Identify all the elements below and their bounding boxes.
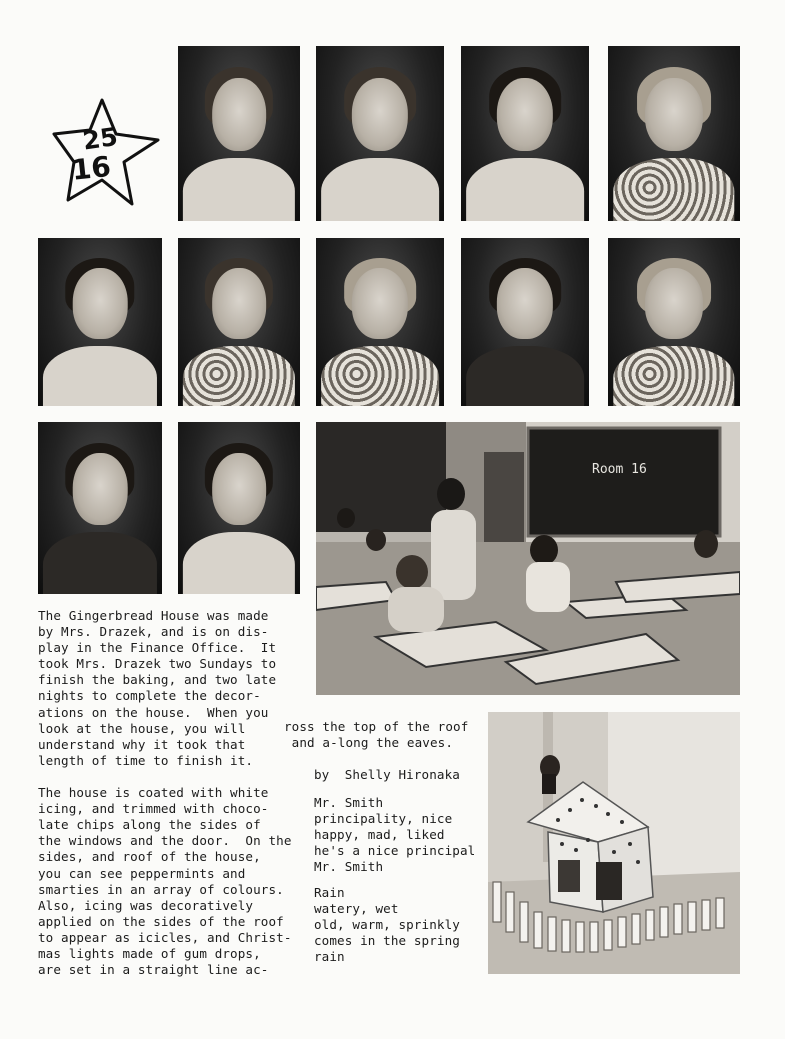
article-left-column: The Gingerbread House was made by Mrs. Drazek, and is on dis- play in the Finance Office. It took Mrs. Drazek two Sundays to finish the baking, and two late nights to complete the decor- ations on the house. When you look at the house, you will understand why it took that length of time to finish it. The house is coated with white icing, and trimmed with choco- late chips along the sides of the windows and the door. On the sides, and roof of the house, you can see peppermints and smarties in an array of colours. Also, icing was decoratively applied on the sides of the roof to appear as icicles, and Christ- mas lights made of gum drops, are set in a straight line ac- (38, 608, 292, 978)
student-portrait (38, 422, 162, 594)
student-portrait (316, 238, 444, 406)
student-portrait (461, 46, 589, 221)
student-portrait (178, 422, 300, 594)
poem-byline: by Shelly Hironaka (314, 767, 460, 782)
student-portrait (38, 238, 162, 406)
gingerbread-house-photo (488, 712, 740, 974)
student-portrait (608, 46, 740, 221)
badge-bottom-number: 16 (70, 149, 113, 187)
poem-rain: Rain watery, wet old, warm, sprinkly comes in the spring rain (314, 885, 460, 965)
badge-top-number: 25 (80, 121, 120, 156)
classroom-photo (316, 422, 740, 695)
student-portrait (316, 46, 444, 221)
article-continuation: ross the top of the roof and a-long the eaves. (284, 719, 469, 751)
poem-mr-smith: Mr. Smith principality, nice happy, mad, liked he's a nice principal Mr. Smith (314, 795, 476, 875)
student-portrait (178, 238, 300, 406)
student-portrait (461, 238, 589, 406)
student-portrait (608, 238, 740, 406)
chalkboard-room-label: Room 16 (592, 462, 647, 477)
room-number-star-badge (50, 96, 162, 208)
student-portrait (178, 46, 300, 221)
